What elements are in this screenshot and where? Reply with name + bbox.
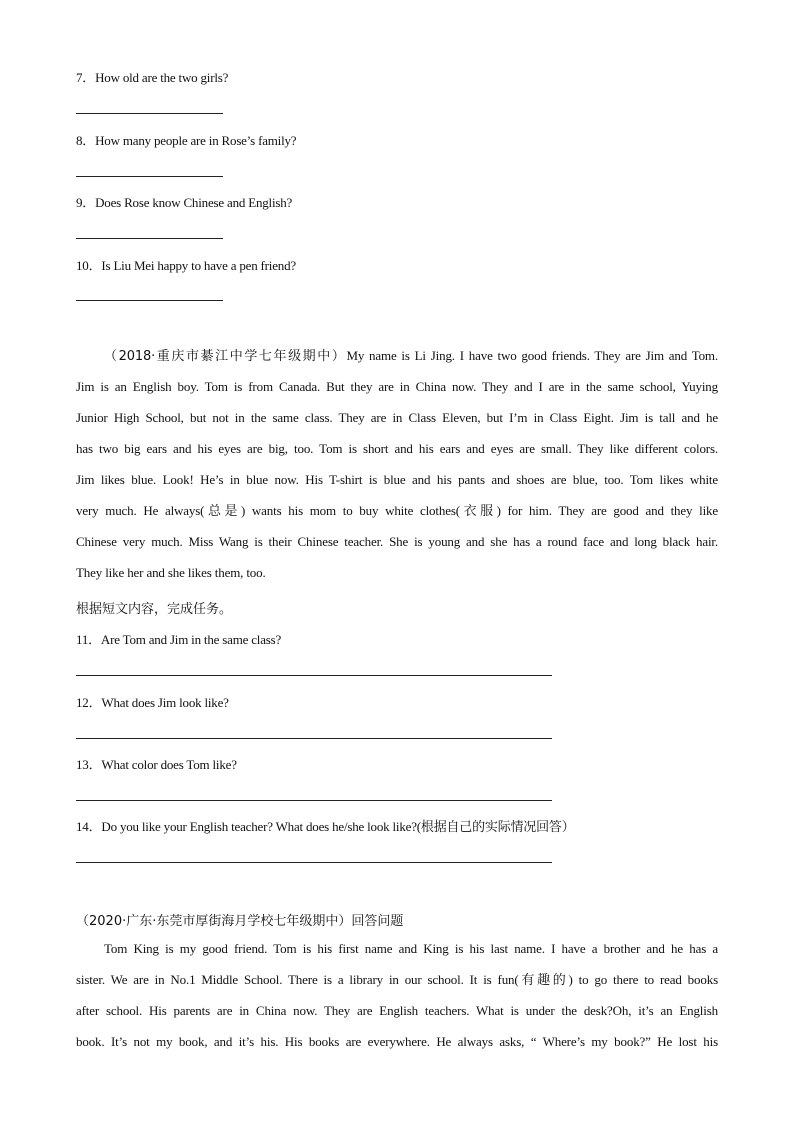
question-number: 12． bbox=[76, 695, 102, 710]
passage-2 bbox=[76, 933, 718, 1057]
question-text: How old are the two girls? bbox=[95, 70, 229, 85]
passage-line: very much. He always(总是) wants his mom to buy white clothes(衣服) for him. They are good and they like bbox=[76, 503, 718, 518]
question-number: 11． bbox=[76, 632, 101, 647]
passage-line: Junior High School, but not in the same class. They are in Class Eleven, but I’m in Class Eight. Jim is tall and he bbox=[76, 410, 718, 425]
passage-line: has two big ears and his eyes are big, too. Tom is short and his ears and eyes are small. They like different colors. bbox=[76, 441, 718, 456]
question-14 bbox=[76, 816, 575, 835]
passage-line: Tom King is my good friend. Tom is his first name and King is his last name. I have a brother and he has a bbox=[104, 941, 718, 956]
question-number: 7． bbox=[76, 70, 96, 85]
question-11 bbox=[76, 629, 281, 648]
question-text: Is Liu Mei happy to have a pen friend? bbox=[101, 258, 296, 273]
question-text: What color does Tom like? bbox=[101, 757, 237, 772]
passage-line: after school. His parents are in China now. They are English teachers. What is under the desk?Oh, it’s an English bbox=[76, 1003, 718, 1018]
passage-2-source: （2020·广东·东莞市厚街海月学校七年级期中）回答问题 bbox=[76, 914, 404, 929]
passage-line: Jim is an English boy. Tom is from Canada. But they are in China now. They and I are in the same school, Yuying bbox=[76, 379, 718, 394]
question-text: Does Rose know Chinese and English? bbox=[95, 195, 293, 210]
question-text: How many people are in Rose’s family? bbox=[95, 133, 297, 148]
question-8 bbox=[76, 130, 296, 149]
answer-line[interactable] bbox=[76, 862, 552, 863]
answer-line[interactable] bbox=[76, 675, 552, 676]
question-13 bbox=[76, 754, 237, 773]
answer-line[interactable] bbox=[76, 176, 223, 177]
question-number: 10． bbox=[76, 258, 102, 273]
question-number: 14． bbox=[76, 819, 102, 834]
question-12 bbox=[76, 692, 229, 711]
question-7 bbox=[76, 67, 228, 86]
question-number: 9． bbox=[76, 195, 96, 210]
passage-line: They like her and she likes them, too. bbox=[76, 565, 266, 580]
question-number: 8． bbox=[76, 133, 96, 148]
question-10 bbox=[76, 255, 296, 274]
answer-line[interactable] bbox=[76, 238, 223, 239]
passage-line: （2018·重庆市綦江中学七年级期中）My name is Li Jing. I have two good friends. They are Jim and Tom. bbox=[104, 348, 718, 364]
passage-1 bbox=[76, 340, 718, 588]
answer-line[interactable] bbox=[76, 113, 223, 114]
passage-source: （2018·重庆市綦江中学七年级期中） bbox=[104, 349, 347, 364]
passage-line: Chinese very much. Miss Wang is their Chinese teacher. She is young and she has a round face and long black hair. bbox=[76, 534, 718, 549]
question-9 bbox=[76, 192, 292, 211]
passage-line: sister. We are in No.1 Middle School. There is a library in our school. It is fun(有趣的) to go there to read books bbox=[76, 972, 718, 987]
question-text: Do you like your English teacher? What does he/she look like?(根据自己的实际情况回答） bbox=[101, 819, 575, 834]
answer-line[interactable] bbox=[76, 300, 223, 301]
passage-line: book. It’s not my book, and it’s his. His books are everywhere. He always asks, “ Where’s my book?” He lost his bbox=[76, 1034, 718, 1049]
question-text: Are Tom and Jim in the same class? bbox=[100, 632, 282, 647]
question-number: 13． bbox=[76, 757, 102, 772]
passage-line: Jim likes blue. Look! He’s in blue now. His T-shirt is blue and his pants and shoes are blue, too. Tom likes white bbox=[76, 472, 718, 487]
question-text: What does Jim look like? bbox=[101, 695, 229, 710]
instruction-text: 根据短文内容，完成任务。 bbox=[76, 602, 233, 617]
answer-line[interactable] bbox=[76, 800, 552, 801]
answer-line[interactable] bbox=[76, 738, 552, 739]
